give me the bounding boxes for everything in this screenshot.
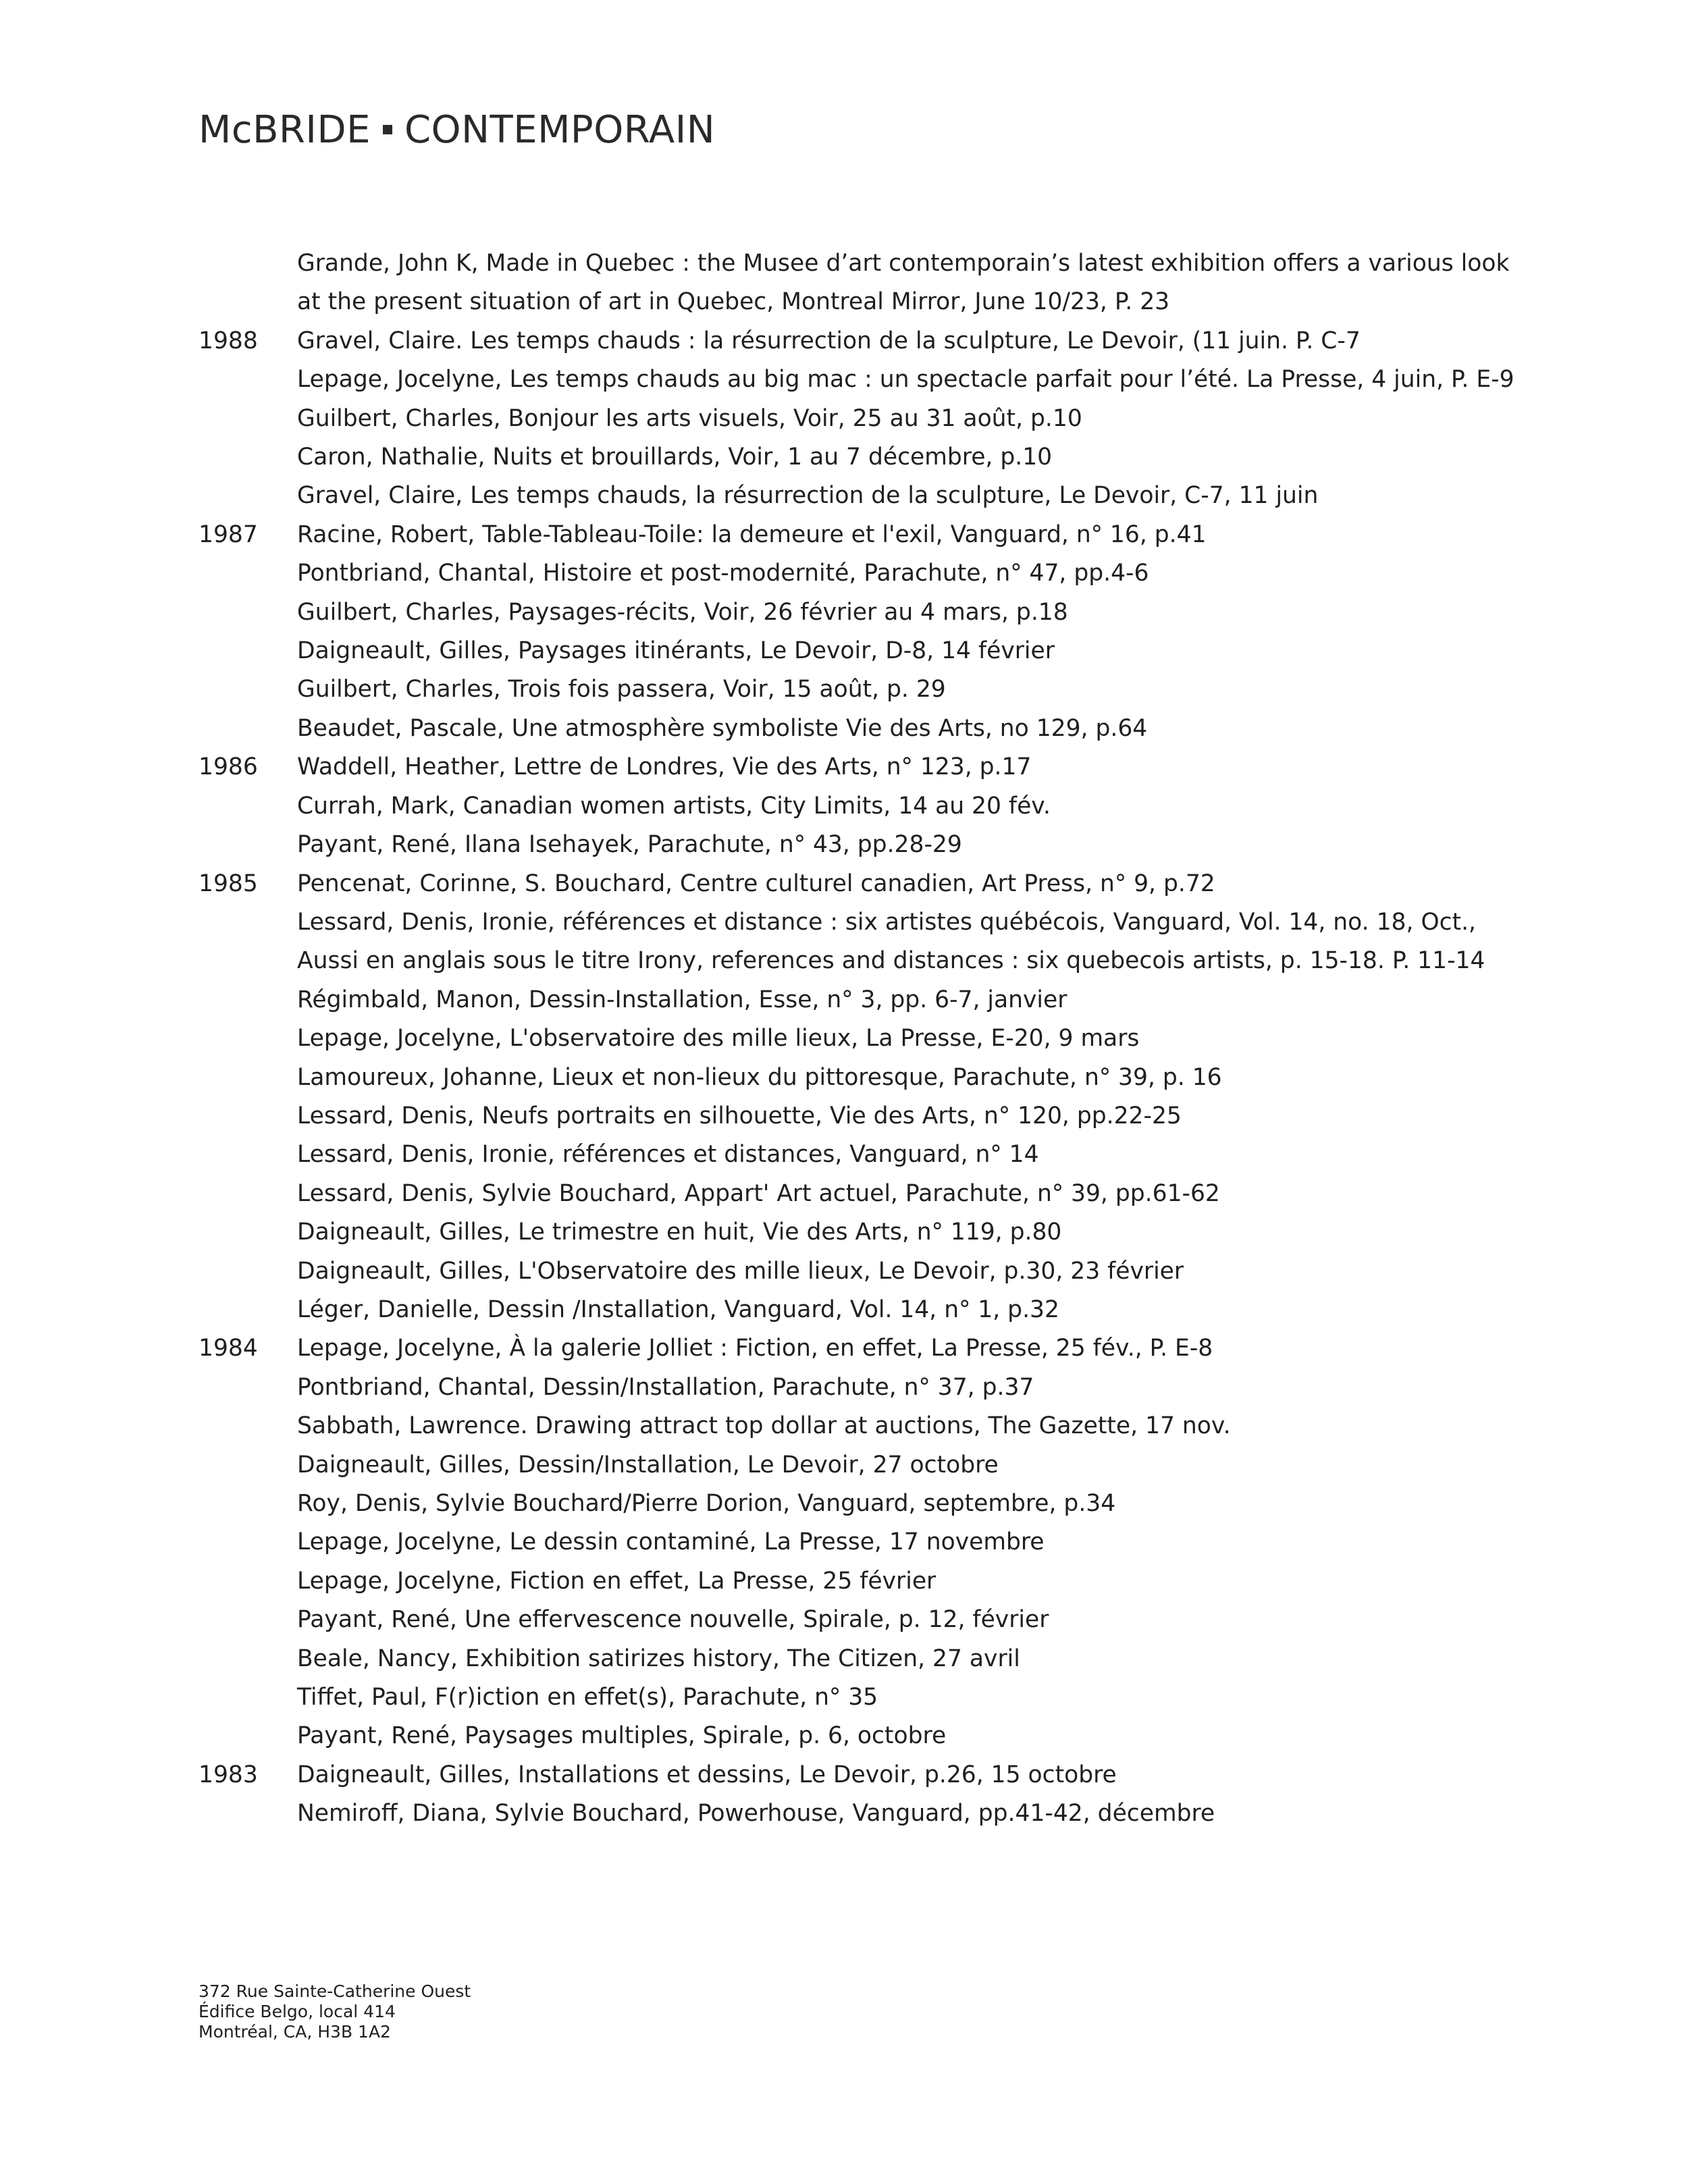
year-group [199,865,1522,1330]
entry-text: Beaudet, Pascale, Une atmosphère symboliste Vie des Arts, no 129, p.64 [297,714,1148,742]
bibliography-entry [199,1562,1522,1601]
entry-text: Lepage, Jocelyne, Fiction en effet, La Presse, 25 février [297,1567,937,1595]
entry-year [199,361,297,399]
bibliography-entry [199,1175,1522,1213]
bibliography-entry [199,1446,1522,1485]
entry-year [199,1640,297,1678]
bibliography-entry [199,1136,1522,1174]
bibliography-entry [199,1291,1522,1329]
bibliography-entry [199,1678,1522,1717]
entry-text: Daigneault, Gilles, Installations et dessins, Le Devoir, p.26, 15 octobre [297,1761,1117,1788]
entry-text: Gravel, Claire. Les temps chauds : la résurrection de la sculpture, Le Devoir, (11 juin. P. C-7 [297,327,1361,354]
entry-text: Lessard, Denis, Ironie, références et distances, Vanguard, n° 14 [297,1141,1039,1169]
entry-text: Guilbert, Charles, Paysages-récits, Voir, 26 février au 4 mars, p.18 [297,598,1068,626]
entry-text: Pontbriand, Chantal, Dessin/Installation, Parachute, n° 37, p.37 [297,1373,1034,1401]
entry-text: Roy, Denis, Sylvie Bouchard/Pierre Dorion, Vanguard, septembre, p.34 [297,1490,1116,1517]
entry-year [199,1019,297,1058]
bibliography-entry [199,438,1522,477]
bibliography-entry [199,1640,1522,1678]
bibliography-entry [199,748,1522,787]
bibliography-entry [199,244,1522,322]
bibliography-entry [199,1523,1522,1562]
entry-text: Nemiroff, Diana, Sylvie Bouchard, Powerhouse, Vanguard, pp.41-42, décembre [297,1800,1215,1828]
entry-text: Lepage, Jocelyne, Le dessin contaminé, La Presse, 17 novembre [297,1528,1045,1556]
entry-year [199,554,297,593]
bibliography-entry [199,1717,1522,1755]
entry-year: 1986 [199,753,258,781]
entry-text: Pencenat, Corinne, S. Bouchard, Centre culturel canadien, Art Press, n° 9, p.72 [297,870,1215,897]
entry-year [199,981,297,1019]
entry-year [199,1562,297,1601]
entry-year [199,477,297,515]
entry-year [199,710,297,748]
entry-text: Lepage, Jocelyne, L'observatoire des mille lieux, La Presse, E-20, 9 mars [297,1025,1140,1053]
address-line: Édifice Belgo, local 414 [199,2002,396,2021]
brand-name-left: McBRIDE [199,108,371,152]
footer-address [199,1981,471,2042]
entry-text: Lepage, Jocelyne, À la galerie Jolliet : Fiction, en effet, La Presse, 25 fév., P. E-8 [297,1335,1213,1362]
year-group [199,1329,1522,1755]
bibliography-entry [199,670,1522,709]
bibliography-entry [199,1368,1522,1407]
entry-year [199,1136,297,1174]
entry-text: Lessard, Denis, Ironie, références et distance : six artistes québécois, Vanguard, Vol. 14, no. 18, Oct., Aussi en anglais sous le titre Irony, references and distances : six quebecois artists, p. 15-18. P. 11-14 [297,908,1485,975]
entry-year [199,1794,297,1833]
entry-text: Payant, René, Paysages multiples, Spirale, p. 6, octobre [297,1722,947,1750]
entry-text: Pontbriand, Chantal, Histoire et post-modernité, Parachute, n° 47, pp.4-6 [297,560,1149,587]
entry-text: Payant, René, Une effervescence nouvelle, Spirale, p. 12, février [297,1606,1049,1634]
address-line: Montréal, CA, H3B 1A2 [199,2022,391,2042]
entry-text: Sabbath, Lawrence. Drawing attract top dollar at auctions, The Gazette, 17 nov. [297,1412,1231,1440]
bibliography-entry [199,1329,1522,1368]
bibliography-entry [199,1756,1522,1794]
square-separator-icon [383,125,392,134]
entry-year [199,1601,297,1639]
bibliography-entry [199,632,1522,670]
entry-text: Guilbert, Charles, Bonjour les arts visuels, Voir, 25 au 31 août, p.10 [297,404,1082,432]
entry-year [199,787,297,826]
entry-year [199,1446,297,1485]
entry-year [199,632,297,670]
bibliography-entry [199,1097,1522,1136]
bibliography-entry [199,903,1522,981]
entry-text: Lepage, Jocelyne, Les temps chauds au big mac : un spectacle parfait pour l’été. La Presse, 4 juin, P. E-9 [297,366,1514,394]
entry-text: Régimbald, Manon, Dessin-Installation, Esse, n° 3, pp. 6-7, janvier [297,986,1067,1013]
bibliography-entry [199,981,1522,1019]
address-line: 372 Rue Sainte-Catherine Ouest [199,1981,471,2001]
entry-year [199,1252,297,1291]
bibliography-entry [199,1407,1522,1445]
entry-text: Currah, Mark, Canadian women artists, City Limits, 14 au 20 fév. [297,792,1051,820]
entry-year [199,1059,297,1097]
brand-name-right: CONTEMPORAIN [404,108,716,152]
page-header [199,108,715,152]
entry-year: 1987 [199,521,258,548]
entry-text: Lessard, Denis, Neufs portraits en silhouette, Vie des Arts, n° 120, pp.22-25 [297,1102,1182,1129]
bibliography-entry [199,1019,1522,1058]
entry-year [199,1291,297,1329]
entry-text: Lessard, Denis, Sylvie Bouchard, Appart' Art actuel, Parachute, n° 39, pp.61-62 [297,1179,1220,1207]
entry-text: Gravel, Claire, Les temps chauds, la résurrection de la sculpture, Le Devoir, C-7, 11 juin [297,482,1319,510]
entry-year [199,1175,297,1213]
bibliography-entry [199,826,1522,864]
entry-year [199,903,297,981]
year-group [199,322,1522,516]
bibliography-entry [199,477,1522,515]
bibliography-entry [199,1601,1522,1639]
entry-text: Waddell, Heather, Lettre de Londres, Vie des Arts, n° 123, p.17 [297,753,1032,781]
entry-year [199,400,297,438]
entry-text: Léger, Danielle, Dessin /Installation, Vanguard, Vol. 14, n° 1, p.32 [297,1296,1059,1323]
entry-year: 1984 [199,1335,258,1362]
entry-year [199,1097,297,1136]
entry-year [199,1407,297,1445]
entry-text: Daigneault, Gilles, Paysages itinérants, Le Devoir, D-8, 14 février [297,637,1055,665]
year-group [199,1756,1522,1834]
entry-year [199,593,297,632]
bibliography-entry [199,1794,1522,1833]
entry-year: 1985 [199,870,258,897]
entry-text: Daigneault, Gilles, Le trimestre en huit, Vie des Arts, n° 119, p.80 [297,1219,1062,1246]
entry-text: Racine, Robert, Table-Tableau-Toile: la demeure et l'exil, Vanguard, n° 16, p.41 [297,521,1207,548]
entry-year [199,1213,297,1252]
entry-year: 1983 [199,1761,258,1788]
entry-text: Guilbert, Charles, Trois fois passera, Voir, 15 août, p. 29 [297,676,946,703]
bibliography-entry [199,322,1522,361]
bibliography-entry [199,1252,1522,1291]
bibliography-entry [199,593,1522,632]
bibliography-entry [199,1213,1522,1252]
entry-year [199,1368,297,1407]
entry-text: Daigneault, Gilles, L'Observatoire des mille lieux, Le Devoir, p.30, 23 février [297,1257,1184,1285]
year-group [199,516,1522,748]
entry-text: Payant, René, Ilana Isehayek, Parachute, n° 43, pp.28-29 [297,831,962,859]
entry-year [199,670,297,709]
bibliography-list [199,244,1522,1834]
entry-year [199,1523,297,1562]
bibliography-entry [199,787,1522,826]
entry-year [199,1678,297,1717]
entry-text: Caron, Nathalie, Nuits et brouillards, Voir, 1 au 7 décembre, p.10 [297,444,1053,471]
bibliography-entry [199,516,1522,554]
entry-year [199,1485,297,1523]
entry-text: Lamoureux, Johanne, Lieux et non-lieux du pittoresque, Parachute, n° 39, p. 16 [297,1063,1222,1091]
bibliography-entry [199,1485,1522,1523]
bibliography-entry [199,710,1522,748]
year-group [199,244,1522,322]
bibliography-entry [199,361,1522,399]
bibliography-entry [199,1059,1522,1097]
bibliography-entry [199,554,1522,593]
entry-year [199,1717,297,1755]
entry-year [199,438,297,477]
entry-year [199,826,297,864]
entry-text: Tiffet, Paul, F(r)iction en effet(s), Parachute, n° 35 [297,1684,878,1711]
year-group [199,748,1522,864]
bibliography-entry [199,400,1522,438]
bibliography-entry [199,865,1522,903]
entry-text: Beale, Nancy, Exhibition satirizes history, The Citizen, 27 avril [297,1645,1020,1672]
entry-year: 1988 [199,327,258,354]
entry-year [199,244,297,322]
entry-text: Daigneault, Gilles, Dessin/Installation, Le Devoir, 27 octobre [297,1451,999,1479]
entry-text: Grande, John K, Made in Quebec : the Musee d’art contemporain’s latest exhibition offers a various look at the present situation of art in Quebec, Montreal Mirror, June 10/23, P. 23 [297,250,1510,316]
